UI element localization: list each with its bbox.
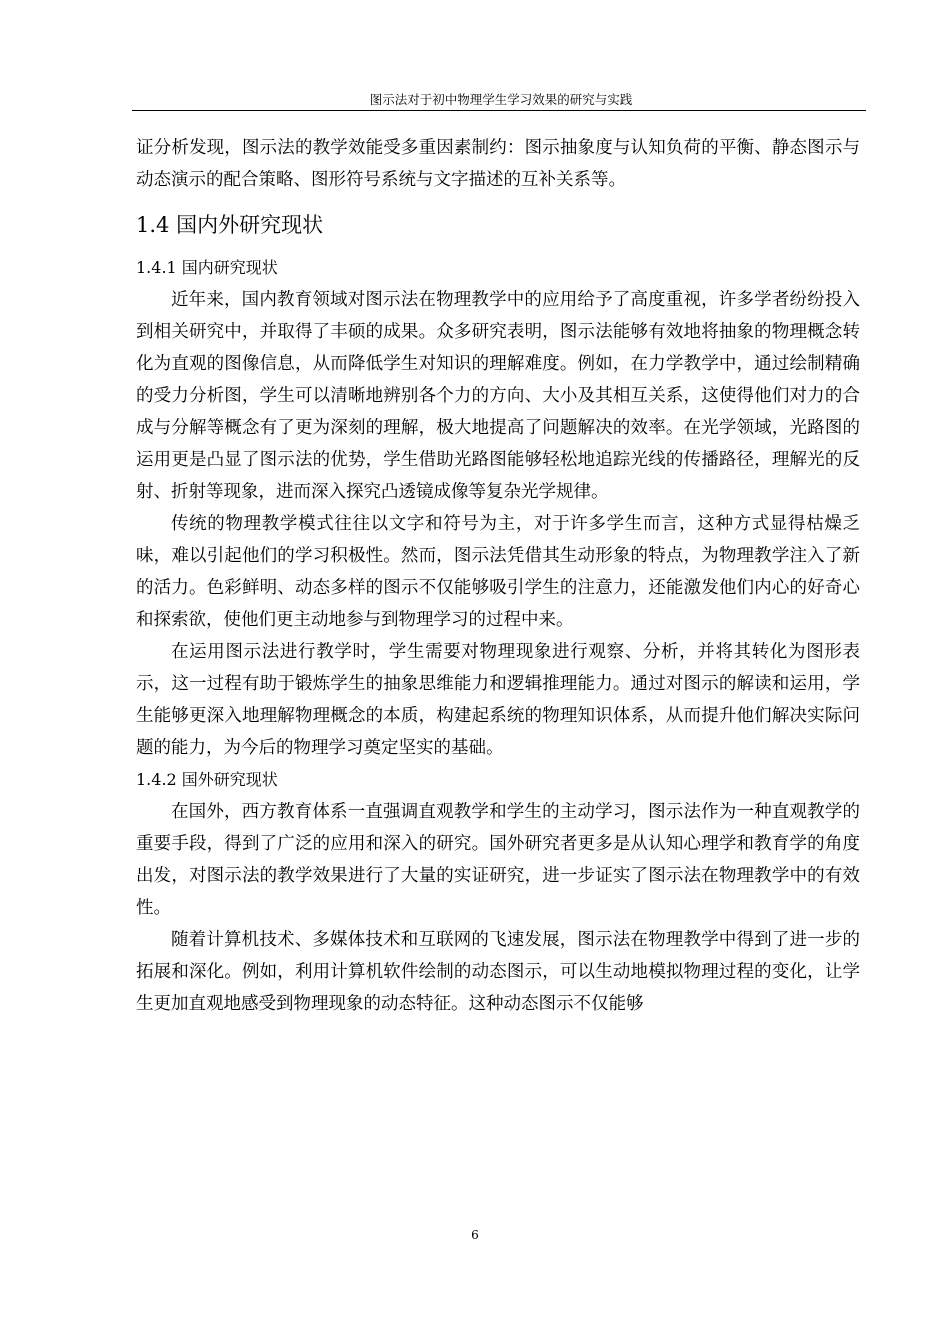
paragraph: 随着计算机技术、多媒体技术和互联网的飞速发展，图示法在物理教学中得到了进一步的拓展和深化。例如，利用计算机软件绘制的动态图示，可以生动地模拟物理过程的变化，让学生更加直观地感受到物理现象的动态特征。这种动态图示不仅能够 [136, 930, 860, 1014]
paragraph: 传统的物理教学模式往往以文字和符号为主，对于许多学生而言，这种方式显得枯燥乏味，难以引起他们的学习积极性。然而，图示法凭借其生动形象的特点，为物理教学注入了新的活力。色彩鲜明、动态多样的图示不仅能够吸引学生的注意力，还能激发他们内心的好奇心和探索欲，使他们更主动地参与到物理学习的过程中来。 [136, 514, 860, 630]
paragraph: 近年来，国内教育领域对图示法在物理教学中的应用给予了高度重视，许多学者纷纷投入到相关研究中，并取得了丰硕的成果。众多研究表明，图示法能够有效地将抽象的物理概念转化为直观的图像信息，从而降低学生对知识的理解难度。例如，在力学教学中，通过绘制精确的受力分析图，学生可以清晰地辨别各个力的方向、大小及其相互关系，这使得他们对力的合成与分解等概念有了更为深刻的理解，极大地提高了问题解决的效率。在光学领域，光路图的运用更是凸显了图示法的优势，学生借助光路图能够轻松地追踪光线的传播路径，理解光的反射、折射等现象，进而深入探究凸透镜成像等复杂光学规律。 [136, 290, 860, 502]
continuation-paragraph: 证分析发现，图示法的教学效能受多重因素制约：图示抽象度与认知负荷的平衡、静态图示与动态演示的配合策略、图形符号系统与文字描述的互补关系等。 [136, 138, 860, 190]
header-rule [132, 110, 866, 111]
page-body [136, 132, 860, 1020]
subsection-heading-1-4-2: 1.4.2 国外研究现状 [136, 770, 278, 789]
page-number: 6 [471, 1228, 479, 1242]
running-header: 图示法对于初中物理学生学习效果的研究与实践 [369, 92, 633, 107]
paragraph: 在运用图示法进行教学时，学生需要对物理现象进行观察、分析，并将其转化为图形表示，这一过程有助于锻炼学生的抽象思维能力和逻辑推理能力。通过对图示的解读和运用，学生能够更深入地理解物理概念的本质，构建起系统的物理知识体系，从而提升他们解决实际问题的能力，为今后的物理学习奠定坚实的基础。 [136, 642, 860, 758]
section-heading-1-4: 1.4 国内外研究现状 [136, 213, 324, 237]
subsection-heading-1-4-1: 1.4.1 国内研究现状 [136, 258, 278, 277]
paragraph: 在国外，西方教育体系一直强调直观教学和学生的主动学习，图示法作为一种直观教学的重要手段，得到了广泛的应用和深入的研究。国外研究者更多是从认知心理学和教育学的角度出发，对图示法的教学效果进行了大量的实证研究，进一步证实了图示法在物理教学中的有效性。 [136, 802, 860, 918]
